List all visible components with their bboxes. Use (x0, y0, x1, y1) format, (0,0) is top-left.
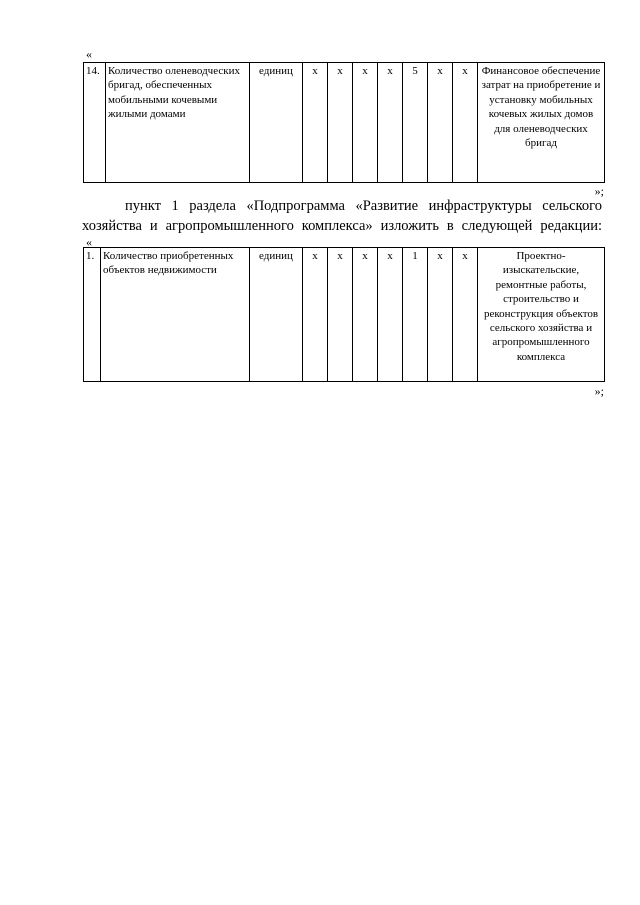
indicator-name: Количество приобретенных объектов недвижимости (101, 248, 250, 382)
value-cell: х (328, 248, 353, 382)
value-cell: х (328, 63, 353, 183)
opening-quote-2: « (86, 235, 92, 249)
value-cell: х (378, 63, 403, 183)
value-cell: х (303, 248, 328, 382)
unit-cell: единиц (250, 63, 303, 183)
value-cell: х (353, 248, 378, 382)
table-row-1 (83, 247, 605, 382)
table-row-14 (83, 62, 605, 183)
row-number: 1. (84, 248, 101, 382)
row-number: 14. (84, 63, 106, 183)
paragraph-line-2: хозяйства и агропромышленного комплекса» изложить в следующей редакции: (82, 218, 602, 234)
value-cell: х (453, 63, 478, 183)
value-cell: х (303, 63, 328, 183)
opening-quote-1: « (86, 47, 92, 61)
value-cell: х (378, 248, 403, 382)
description-cell: Финансовое обеспечение затрат на приобретение и установку мобильных кочевых жилых домов для оленеводческих бригад (478, 63, 605, 183)
value-cell: 1 (403, 248, 428, 382)
value-cell: х (353, 63, 378, 183)
unit-cell: единиц (250, 248, 303, 382)
value-cell: х (428, 248, 453, 382)
closing-quote-1: »; (594, 184, 604, 198)
paragraph-line-1: пункт 1 раздела «Подпрограмма «Развитие инфраструктуры сельского (125, 198, 602, 214)
amendment-paragraph (82, 196, 602, 236)
description-cell: Проектно-изыскательские, ремонтные работы, строительство и реконструкция объектов сельского хозяйства и агропромышленного комплекса (478, 248, 605, 382)
value-cell: х (453, 248, 478, 382)
value-cell: 5 (403, 63, 428, 183)
closing-quote-2: »; (594, 384, 604, 398)
value-cell: х (428, 63, 453, 183)
indicator-name: Количество оленеводческих бригад, обеспеченных мобильными кочевыми жилыми домами (106, 63, 250, 183)
